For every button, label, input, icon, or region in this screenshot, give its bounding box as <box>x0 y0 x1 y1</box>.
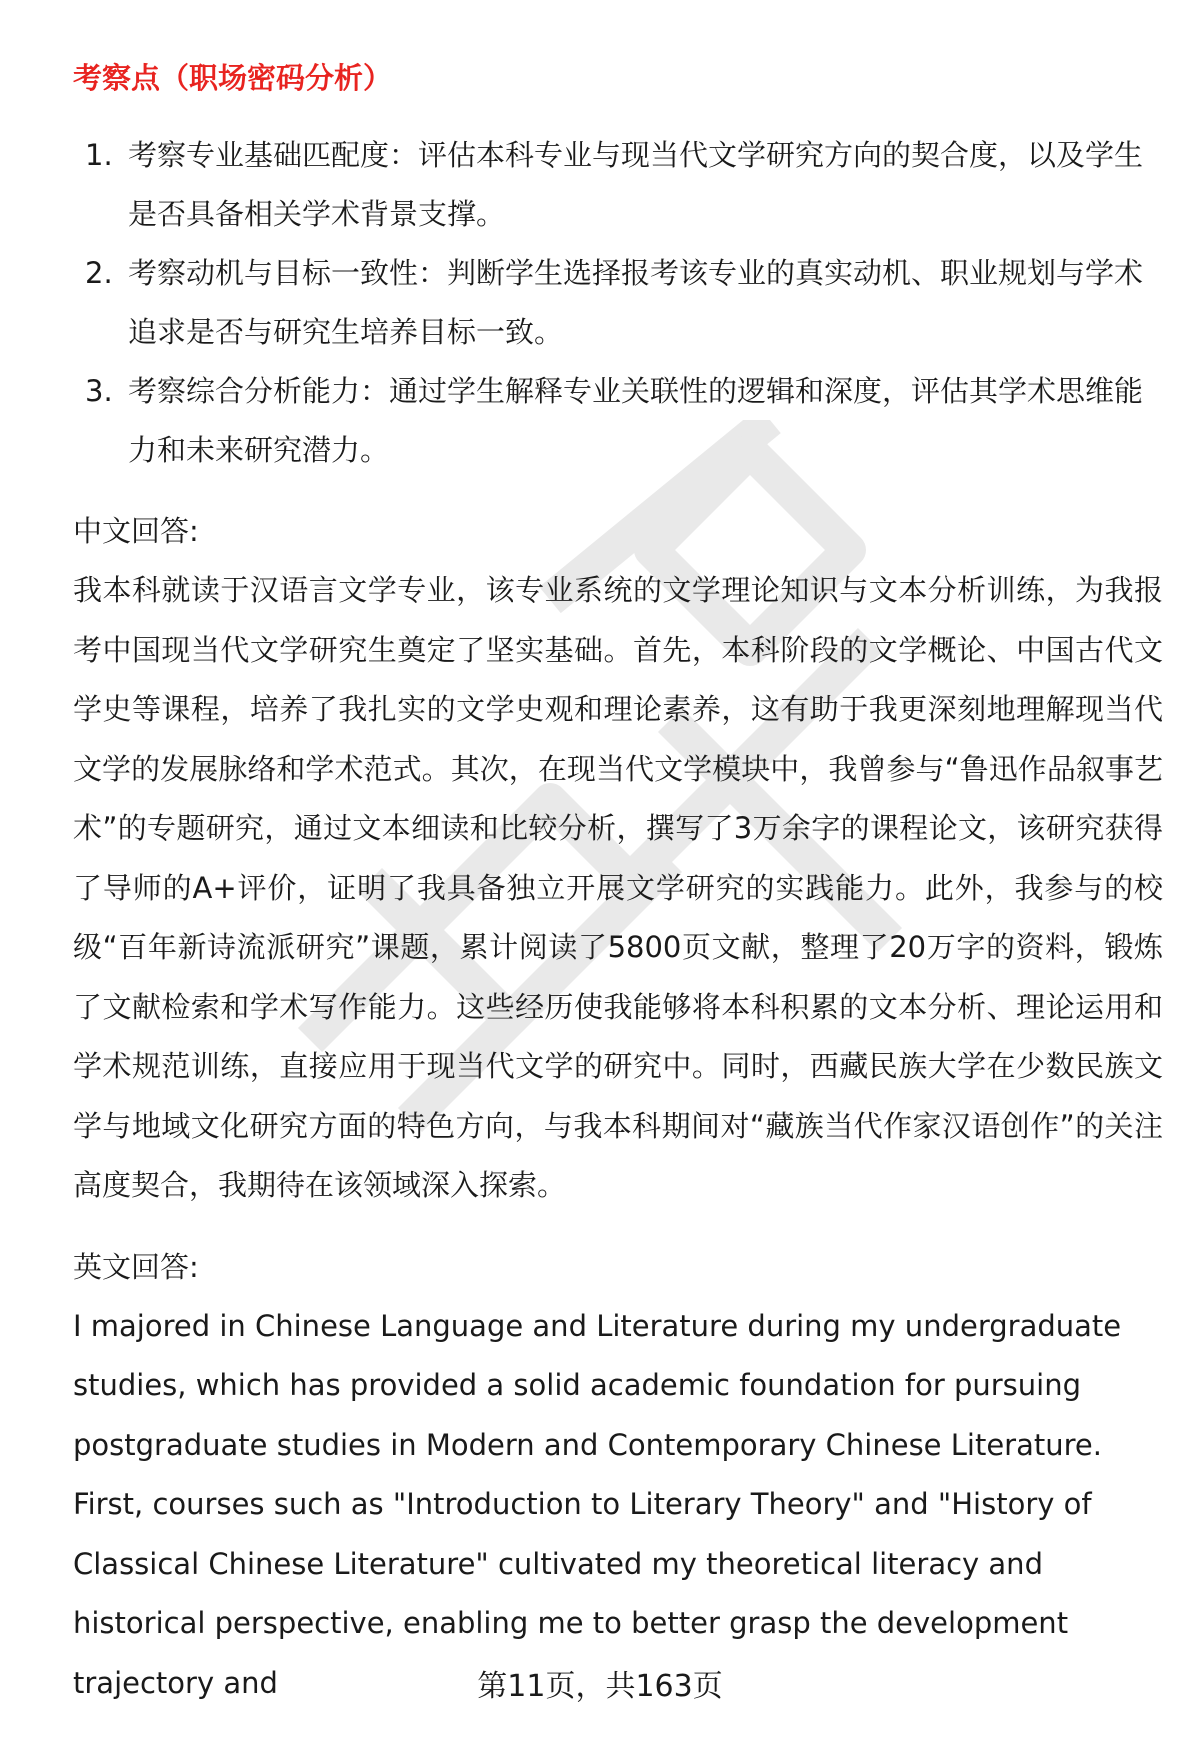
english-answer-text: I majored in Chinese Language and Literature during my undergraduate studies, which has provided a solid academic foundation for pursuing postgraduate studies in Modern and Contemporary Chinese Literature. First, courses such as "Introduction to Literary Theory" and "History of Classical Chinese Literature" cultivated my theoretical literacy and historical perspective, enabling me to better grasp the development trajectory and <box>73 1308 1122 1700</box>
chinese-answer-heading: 中文回答: <box>73 514 199 548</box>
assessment-points <box>73 126 1163 480</box>
list-item <box>73 126 1163 244</box>
english-answer-heading: 英文回答: <box>73 1249 199 1284</box>
list-number: 1. <box>85 138 113 172</box>
chinese-answer-text: 我本科就读于汉语言文学专业，该专业系统的文学理论知识与文本分析训练，为我报考中国现当代文学研究生奠定了坚实基础。首先，本科阶段的文学概论、中国古代文学史等课程，培养了我扎实的文学史观和理论素养，这有助于我更深刻地理解现当代文学的发展脉络和学术范式。其次，在现当代文学模块中，我曾参与“鲁迅作品叙事艺术”的专题研究，通过文本细读和比较分析，撰写了3万余字的课程论文，该研究获得了导师的A+评价，证明了我具备独立开展文学研究的实践能力。此外，我参与的校级“百年新诗流派研究”课题，累计阅读了5800页文献，整理了20万字的资料，锻炼了文献检索和学术写作能力。这些经历使我能够将本科积累的文本分析、理论运用和学术规范训练，直接应用于现当代文学的研究中。同时，西藏民族大学在少数民族文学与地域文化研究方面的特色方向，与我本科期间对“藏族当代作家汉语创作”的关注高度契合，我期待在该领域深入探索。 <box>73 573 1163 1202</box>
list-number: 2. <box>85 256 113 290</box>
list-number: 3. <box>85 374 113 408</box>
list-item <box>73 244 1163 362</box>
content <box>73 58 1163 1713</box>
section-title: 考察点（职场密码分析） <box>73 61 393 95</box>
list-text: 考察动机与目标一致性：判断学生选择报考该专业的真实动机、职业规划与学术追求是否与研究生培养目标一致。 <box>128 256 1144 349</box>
list-item <box>73 362 1163 480</box>
list-text: 考察专业基础匹配度：评估本科专业与现当代文学研究方向的契合度，以及学生是否具备相关学术背景支撑。 <box>128 138 1144 231</box>
list-text: 考察综合分析能力：通过学生解释专业关联性的逻辑和深度，评估其学术思维能力和未来研究潜力。 <box>128 374 1144 467</box>
page-number-footer: 第11页，共163页 <box>477 1669 723 1704</box>
